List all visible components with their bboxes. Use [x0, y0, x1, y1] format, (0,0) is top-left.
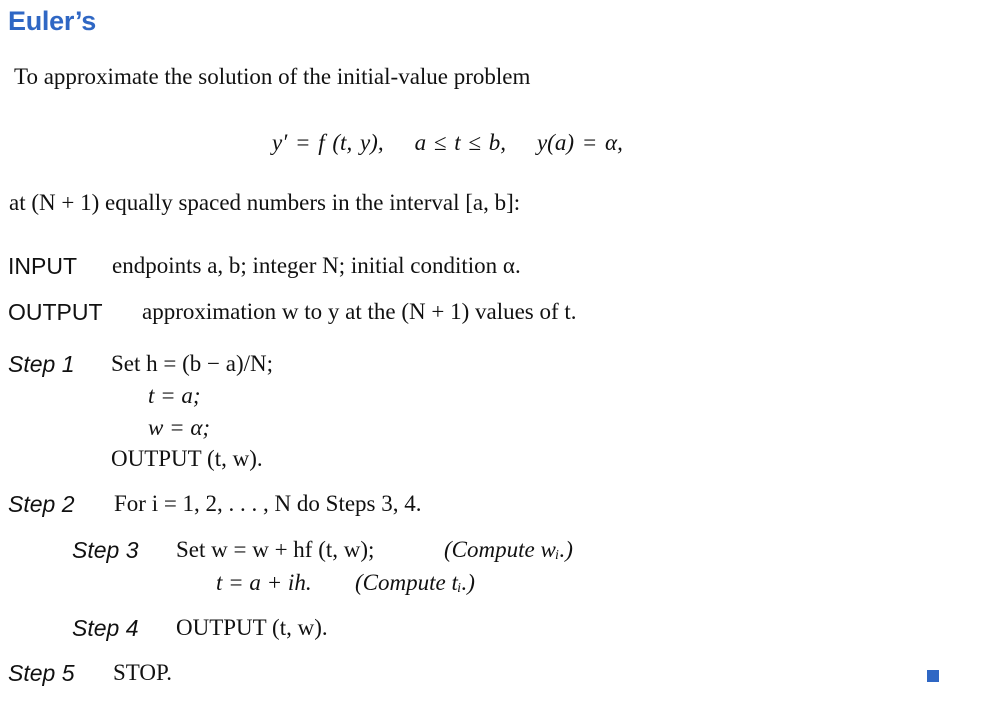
- step3-line-1: Set w = w + hf (t, w);: [176, 537, 375, 562]
- step5-label: Step 5: [8, 660, 75, 686]
- step5-text: STOP.: [113, 660, 173, 685]
- step3-label: Step 3: [72, 537, 139, 563]
- step1-line-3: w = α;: [148, 415, 211, 440]
- step3-comment-2: (Compute tᵢ.): [355, 570, 475, 595]
- end-of-algorithm-square-icon: [927, 670, 939, 682]
- interval-text: at (N + 1) equally spaced numbers in the interval [a, b]:: [9, 190, 521, 215]
- step4-label: Step 4: [72, 615, 139, 641]
- step2-label: Step 2: [8, 491, 75, 517]
- input-label: INPUT: [8, 253, 77, 279]
- step4-text: OUTPUT (t, w).: [176, 615, 328, 640]
- intro-text: To approximate the solution of the initial-value problem: [14, 64, 531, 89]
- output-text: approximation w to y at the (N + 1) values of t.: [142, 299, 577, 324]
- step3-comment-1: (Compute wᵢ.): [444, 537, 573, 562]
- input-text: endpoints a, b; integer N; initial condition α.: [112, 253, 521, 278]
- step1-line-4: OUTPUT (t, w).: [111, 446, 263, 471]
- step1-label: Step 1: [8, 351, 75, 377]
- step1-line-1: Set h = (b − a)/N;: [111, 351, 273, 376]
- step3-line-2: t = a + ih.: [216, 570, 312, 595]
- output-label: OUTPUT: [8, 299, 103, 325]
- step2-text: For i = 1, 2, . . . , N do Steps 3, 4.: [114, 491, 422, 516]
- algorithm-title: Euler’s: [8, 6, 96, 36]
- initial-value-equation: y′ = f (t, y), a ≤ t ≤ b, y(a) = α,: [272, 130, 623, 155]
- step1-line-2: t = a;: [148, 383, 201, 408]
